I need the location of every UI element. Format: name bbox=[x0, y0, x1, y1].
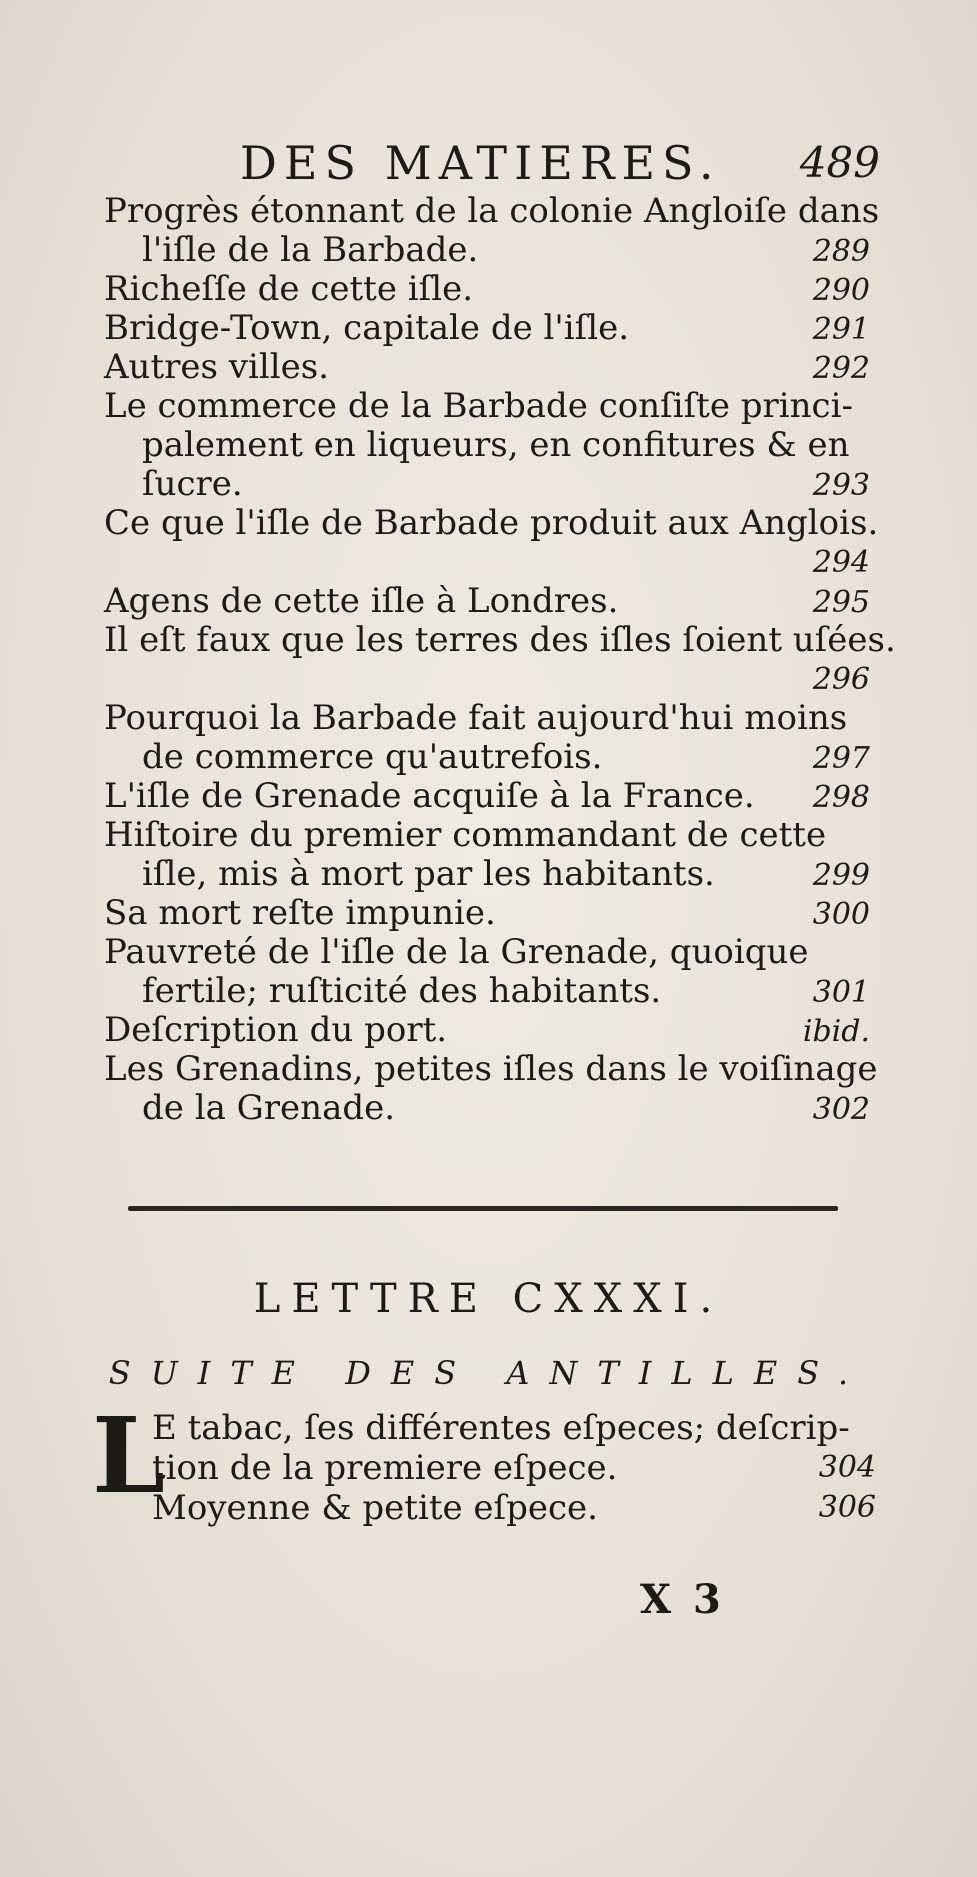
index-entry bbox=[104, 777, 876, 816]
entry-line bbox=[104, 191, 880, 231]
entry-line bbox=[104, 270, 876, 309]
entry-line bbox=[104, 933, 876, 972]
index-entry bbox=[104, 387, 876, 504]
page-number: 489 bbox=[799, 138, 880, 187]
entry-line bbox=[104, 660, 876, 699]
entry-line bbox=[104, 855, 876, 894]
entry-line bbox=[104, 1050, 876, 1089]
entry-page-number: 304 bbox=[818, 1450, 876, 1485]
horizontal-rule bbox=[128, 1206, 838, 1211]
entry-line bbox=[104, 503, 879, 543]
entry-text: Bridge-Town, capitale de l'iſle. bbox=[104, 308, 630, 348]
entry-page-number: 293 bbox=[812, 468, 870, 503]
entry-page-number: 298 bbox=[812, 780, 870, 815]
entry-line bbox=[104, 543, 876, 582]
entry-line bbox=[104, 426, 876, 465]
entry-text: de commerce qu'autrefois. bbox=[142, 737, 603, 777]
entry-text: l'iſle de la Barbade. bbox=[142, 230, 479, 270]
entry-page-number: 299 bbox=[812, 858, 870, 893]
entry-text: Les Grenadins, petites iſles dans le voiſinage bbox=[104, 1049, 878, 1089]
index-entry bbox=[104, 1050, 876, 1128]
entry-line bbox=[104, 620, 896, 660]
drop-cap: L bbox=[92, 1394, 166, 1517]
entry-text: Hiſtoire du premier commandant de cette bbox=[104, 815, 827, 855]
entry-page-number: 300 bbox=[812, 897, 870, 932]
page-header bbox=[240, 138, 880, 188]
entry-text: Deſcription du port. bbox=[104, 1010, 448, 1050]
entry-text: de la Grenade. bbox=[142, 1088, 396, 1128]
entry-line bbox=[104, 816, 876, 855]
index-entry bbox=[104, 309, 876, 348]
index-entry bbox=[104, 933, 876, 1011]
entry-text: Sa mort reſte impunie. bbox=[104, 893, 496, 933]
entry-text: L'iſle de Grenade acquiſe à la France. bbox=[104, 776, 755, 816]
index-entries bbox=[104, 191, 896, 1128]
letter-title: LETTRE CXXXI. bbox=[253, 1276, 724, 1322]
entry-text: Progrès étonnant de la colonie Angloiſe dans bbox=[104, 191, 880, 231]
entry-text: ſucre. bbox=[142, 464, 243, 504]
entry-page-number: 290 bbox=[812, 273, 870, 308]
letter-entries bbox=[92, 1394, 876, 1528]
entry-line bbox=[92, 1408, 876, 1448]
entry-text: Pauvreté de l'iſle de la Grenade, quoique bbox=[104, 932, 809, 972]
entry-page-number: 297 bbox=[812, 741, 870, 776]
index-entry bbox=[104, 191, 880, 270]
entry-text: E tabac, ſes différentes eſpeces; deſcrip- bbox=[152, 1408, 850, 1448]
index-entry bbox=[104, 1011, 876, 1050]
entry-text: Autres villes. bbox=[104, 347, 329, 387]
entry-page-number: 306 bbox=[818, 1490, 876, 1525]
entry-line bbox=[104, 309, 876, 348]
entry-line bbox=[104, 1011, 876, 1050]
entry-line bbox=[104, 387, 876, 426]
entry-page-number: 301 bbox=[812, 975, 870, 1010]
entry-text: fertile; ruſticité des habitants. bbox=[142, 971, 662, 1011]
entry-line bbox=[104, 582, 876, 621]
entry-line bbox=[104, 1089, 876, 1128]
entry-line bbox=[104, 894, 876, 933]
entry-text: Pourquoi la Barbade fait aujourd'hui moins bbox=[104, 698, 848, 738]
entry-text: Ce que l'iſle de Barbade produit aux Anglois. bbox=[104, 503, 879, 543]
entry-line bbox=[104, 348, 876, 387]
index-entry bbox=[104, 348, 876, 387]
entry-page-number: 292 bbox=[812, 351, 870, 386]
entry-text: Il eſt faux que les terres des iſles ſoient uſées. bbox=[104, 620, 896, 660]
entry-page-number: 294 bbox=[812, 545, 870, 580]
entry-text: palement en liqueurs, en confitures & en bbox=[142, 425, 850, 465]
letter-entry bbox=[92, 1408, 876, 1488]
entry-page-number: ibid. bbox=[802, 1014, 870, 1049]
index-entry bbox=[104, 894, 876, 933]
entry-line bbox=[104, 231, 876, 270]
entry-line bbox=[104, 972, 876, 1011]
entry-text: Agens de cette iſle à Londres. bbox=[104, 581, 619, 621]
entry-line bbox=[92, 1448, 876, 1488]
entry-page-number: 289 bbox=[812, 234, 870, 269]
page-header-title: DES MATIERES. bbox=[240, 136, 721, 190]
index-entry bbox=[104, 620, 896, 699]
entry-page-number: 291 bbox=[812, 312, 870, 347]
index-entry bbox=[104, 699, 876, 777]
entry-text: Le commerce de la Barbade conſiſte princi- bbox=[104, 386, 853, 426]
entry-page-number: 295 bbox=[812, 585, 870, 620]
entry-page-number: 302 bbox=[812, 1092, 870, 1127]
index-entry bbox=[104, 582, 876, 621]
entry-line bbox=[104, 465, 876, 504]
entry-text: Moyenne & petite eſpece. bbox=[152, 1488, 598, 1528]
index-entry bbox=[104, 816, 876, 894]
letter-subtitle: SUITE DES ANTILLES. bbox=[108, 1354, 869, 1392]
entry-text: Richeſſe de cette iſle. bbox=[104, 269, 474, 309]
entry-page-number: 296 bbox=[812, 662, 870, 697]
signature-mark: X 3 bbox=[640, 1576, 725, 1623]
entry-text: iſle, mis à mort par les habitants. bbox=[142, 854, 715, 894]
entry-line bbox=[104, 699, 876, 738]
index-entry bbox=[104, 270, 876, 309]
letter-entry bbox=[92, 1488, 876, 1528]
index-entry bbox=[104, 503, 879, 582]
entry-line bbox=[104, 738, 876, 777]
entry-text: tion de la premiere eſpece. bbox=[152, 1448, 618, 1488]
entry-line bbox=[104, 777, 876, 816]
entry-line bbox=[92, 1488, 876, 1528]
